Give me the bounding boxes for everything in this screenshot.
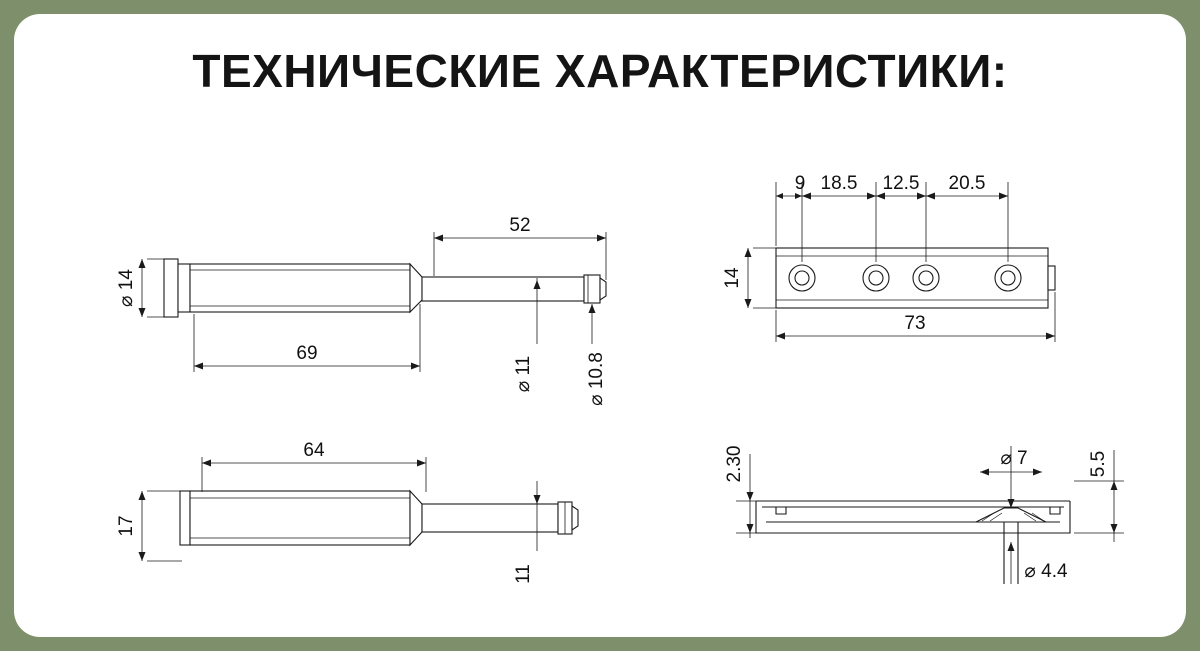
dim-5-5: 5.5 bbox=[1088, 450, 1109, 478]
dim-64: 64 bbox=[303, 440, 325, 461]
dim-20-5: 20.5 bbox=[948, 173, 986, 194]
dim-d14: ⌀ 14 bbox=[116, 269, 137, 307]
dim-17: 17 bbox=[116, 515, 137, 537]
view-plate-front bbox=[722, 173, 1055, 342]
dim-9: 9 bbox=[794, 173, 806, 194]
dim-69: 69 bbox=[296, 343, 318, 364]
technical-drawing bbox=[14, 14, 1186, 637]
dim-d10-8: ⌀ 10.8 bbox=[586, 352, 607, 406]
page-title: ТЕХНИЧЕСКИЕ ХАРАКТЕРИСТИКИ: bbox=[192, 45, 1008, 97]
dim-12-5: 12.5 bbox=[882, 173, 920, 194]
dim-18-5: 18.5 bbox=[820, 173, 858, 194]
dim-d11: ⌀ 11 bbox=[513, 355, 534, 393]
dim-73: 73 bbox=[904, 313, 926, 334]
dim-d7: ⌀ 7 bbox=[1000, 448, 1028, 469]
dim-52: 52 bbox=[509, 215, 531, 236]
view-plate-section bbox=[724, 446, 1124, 584]
dim-11: 11 bbox=[513, 564, 534, 584]
dim-14: 14 bbox=[722, 267, 743, 289]
view-side-lower bbox=[116, 440, 578, 584]
drawing-sheet bbox=[14, 14, 1186, 637]
dim-2-30: 2.30 bbox=[724, 445, 745, 483]
dim-d4-4: ⌀ 4.4 bbox=[1024, 561, 1068, 582]
view-side-upper bbox=[116, 215, 607, 406]
